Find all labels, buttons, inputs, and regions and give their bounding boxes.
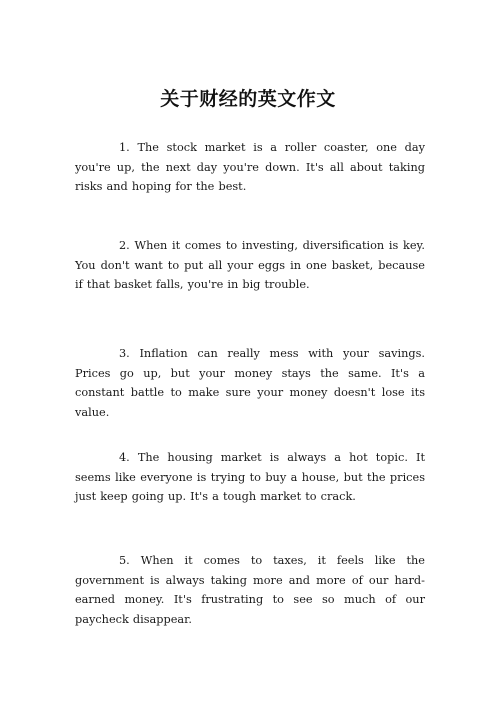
paragraph-1: 1. The stock market is a roller coaster, one day you're up, the next day you're down. It's all about taking risks and hoping for the best. xyxy=(75,141,425,193)
paragraph-3: 3. Inflation can really mess with your savings. Prices go up, but your money stays the same. It's a constant battle to make sure your money doesn't lose its value. xyxy=(75,347,425,419)
paragraph-4: 4. The housing market is always a hot topic. It seems like everyone is trying to buy a house, but the prices just keep going up. It's a tough market to crack. xyxy=(75,451,425,503)
page-title: 关于财经的英文作文 xyxy=(160,88,336,110)
paragraph-2: 2. When it comes to investing, diversification is key. You don't want to put all your eggs in one basket, because if that basket falls, you're in big trouble. xyxy=(75,239,425,291)
paragraph-5: 5. When it comes to taxes, it feels like the government is always taking more and more of our hard-earned money. It's frustrating to see so much of our paycheck disappear. xyxy=(75,554,425,626)
